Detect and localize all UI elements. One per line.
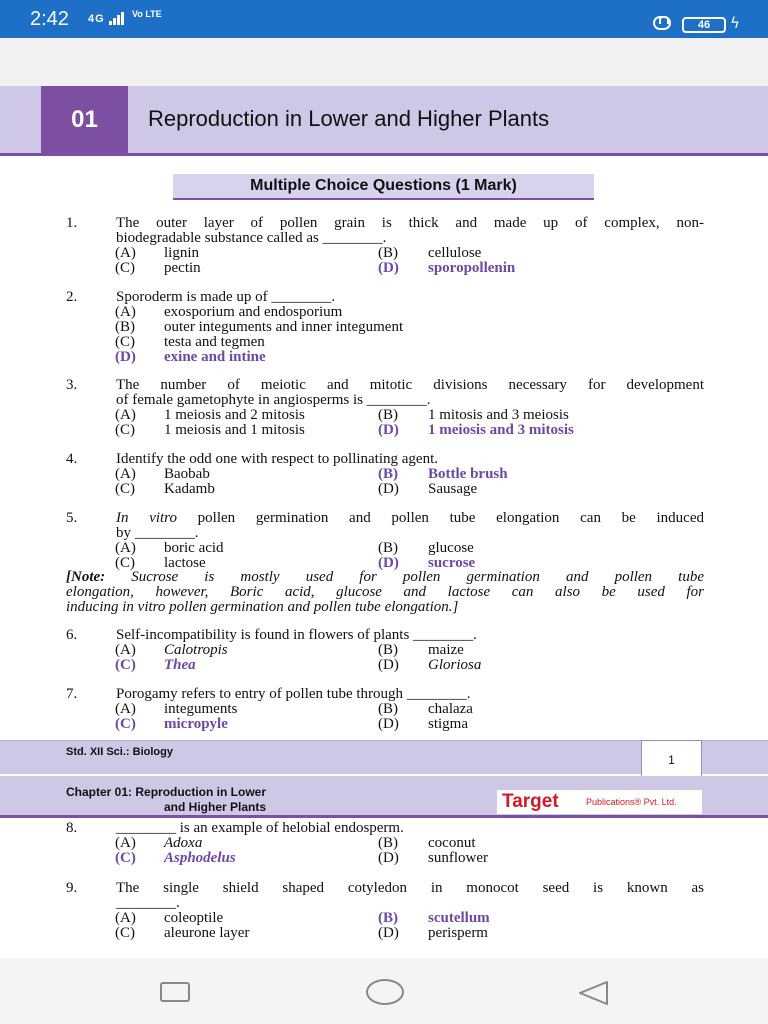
option-c: 1 meiosis and 1 mitosis (164, 422, 305, 438)
option-d-answer: exine and intine (164, 349, 266, 365)
question-text: Self-incompatibility is found in flowers of plants ________. (116, 627, 477, 643)
option-c: aleurone layer (164, 925, 250, 941)
question-text: ________ is an example of helobial endosperm. (116, 820, 404, 836)
option-d-answer: 1 meiosis and 3 mitosis (428, 422, 574, 438)
question-text: In vitro pollen germination and pollen tube elongation can be induced (116, 510, 704, 526)
running-header-chapter: Chapter 01: Reproduction in Lower (66, 785, 267, 799)
option-c-answer: Asphodelus (164, 850, 236, 866)
running-header-chapter: and Higher Plants (164, 800, 267, 814)
footer-std-label: Std. XII Sci.: Biology (66, 746, 173, 758)
option-d-answer: sucrose (428, 555, 476, 571)
section-title: Multiple Choice Questions (1 Mark) (173, 174, 594, 200)
status-time: 2:42 (30, 8, 69, 30)
question-number: 8. (66, 820, 78, 836)
back-button[interactable] (576, 980, 610, 1006)
option-a: Baobab (164, 466, 210, 482)
option-b: 1 mitosis and 3 meiosis (428, 407, 569, 423)
option-a: 1 meiosis and 2 mitosis (164, 407, 305, 423)
home-button[interactable] (366, 979, 404, 1005)
volte-indicator: Vo LTE (132, 9, 162, 19)
option-d: Sausage (428, 481, 478, 497)
question-text: The number of meiotic and mitotic divisions necessary for development (116, 377, 704, 393)
option-d: stigma (428, 716, 468, 732)
recent-apps-button[interactable] (160, 982, 190, 1002)
question-3: 3. The number of meiotic and mitotic divisions necessary for development of female gametophyte in angiosperms is ________. (A) 1 meiosis and 2 mitosis (B) 1 mitosis and 3 meiosis (C) 1 meiosis and 1 mitosis (D) 1 meiosis and 3 mitosis (66, 377, 704, 438)
option-d: Gloriosa (428, 657, 482, 673)
question-text: Identify the odd one with respect to pollinating agent. (116, 451, 439, 467)
option-a: Adoxa (164, 835, 203, 851)
brand-sub: Publications® Pvt. Ltd. (586, 797, 677, 807)
option-b-answer: scutellum (428, 910, 490, 926)
question-number: 5. (66, 510, 78, 526)
back-icon (580, 982, 607, 1004)
question-8: 8. ________ is an example of helobial endosperm. (A) Adoxa (B) coconut (C) Asphodelus (D) sunflower (66, 820, 488, 866)
question-5: 5. In vitro pollen germination and pollen tube elongation can be induced by ________. (A) boric acid (B) glucose (C) lactose (D) sucrose (66, 510, 704, 571)
option-c-answer: Thea (164, 657, 196, 673)
question-number: 6. (66, 627, 78, 643)
question-number: 9. (66, 880, 78, 896)
option-a: coleoptile (164, 910, 224, 926)
option-b-answer: Bottle brush (428, 466, 508, 482)
option-b: coconut (428, 835, 476, 851)
option-b: glucose (428, 540, 474, 556)
question-number: 3. (66, 377, 78, 393)
option-c: Kadamb (164, 481, 215, 497)
option-d-answer: sporopollenin (428, 260, 516, 276)
option-b: maize (428, 642, 464, 658)
question-number: 1. (66, 215, 78, 231)
option-a: Calotropis (164, 642, 228, 658)
question-text: Porogamy refers to entry of pollen tube through ________. (116, 686, 471, 702)
option-a: exosporium and endosporium (164, 304, 343, 320)
question-2: 2. Sporoderm is made up of ________. (A) exosporium and endosporium (B) outer integuments and inner integument (C) testa and tegmen (D) exine and intine (66, 289, 404, 365)
option-d: sunflower (428, 850, 488, 866)
question-7: 7. Porogamy refers to entry of pollen tube through ________. (A) integuments (B) chalaza (C) micropyle (D) stigma (66, 686, 473, 732)
brand-name: Target (502, 791, 559, 812)
chapter-number: 01 (41, 86, 128, 153)
option-c: testa and tegmen (164, 334, 265, 350)
battery-icon: 46 (682, 17, 726, 33)
chapter-title: Reproduction in Lower and Higher Plants (148, 106, 550, 131)
question-4: 4. Identify the odd one with respect to pollinating agent. (A) Baobab (B) Bottle brush (C) Kadamb (D) Sausage (66, 451, 508, 497)
option-b: chalaza (428, 701, 473, 717)
signal-icon: 4G (88, 12, 125, 25)
question-text: of female gametophyte in angiosperms is ________. (116, 392, 431, 408)
question-number: 7. (66, 686, 78, 702)
question-number: 4. (66, 451, 78, 467)
page-number: 1 (641, 740, 702, 776)
question-text: biodegradable substance called as ________. (116, 230, 387, 246)
question-6: 6. Self-incompatibility is found in flowers of plants ________. (A) Calotropis (B) maize (C) Thea (D) Gloriosa (66, 627, 482, 673)
lock-icon (653, 16, 671, 30)
option-a: integuments (164, 701, 238, 717)
chapter-divider (0, 153, 768, 156)
publisher-logo (497, 790, 702, 814)
option-c: pectin (164, 260, 201, 276)
option-b: outer integuments and inner integument (164, 319, 404, 335)
question-1: 1. The outer layer of pollen grain is thick and made up of complex, non- biodegradable substance called as ________. (A) lignin (B) cellulose (C) pectin (D) sporopollenin (66, 215, 704, 276)
note-label: [Note: (66, 569, 106, 585)
question-text: The outer layer of pollen grain is thick and made up of complex, non- (116, 215, 704, 231)
question-text: by ________. (116, 525, 199, 541)
option-c: lactose (164, 555, 206, 571)
option-d: perisperm (428, 925, 488, 941)
viewer-toolbar (0, 38, 768, 86)
question-number: 2. (66, 289, 78, 305)
note: [Note: Sucrose is mostly used for pollen germination and pollen tube elongation, however, Boric acid, glucose and lactose can also be used for inducing in vitro pollen germination and pollen tube elongation.] (66, 569, 704, 615)
status-bar (0, 0, 768, 38)
question-text: ________. (116, 895, 180, 911)
question-text: Sporoderm is made up of ________. (116, 289, 336, 305)
charging-icon: ϟ (730, 14, 740, 32)
question-text: The single shield shaped cotyledon in monocot seed is known as (116, 880, 704, 896)
question-9: 9. The single shield shaped cotyledon in monocot seed is known as ________. (A) coleoptile (B) scutellum (C) aleurone layer (D) perisperm (66, 880, 704, 941)
option-a: boric acid (164, 540, 224, 556)
option-c-answer: micropyle (164, 716, 228, 732)
option-b: cellulose (428, 245, 482, 261)
option-a: lignin (164, 245, 200, 261)
